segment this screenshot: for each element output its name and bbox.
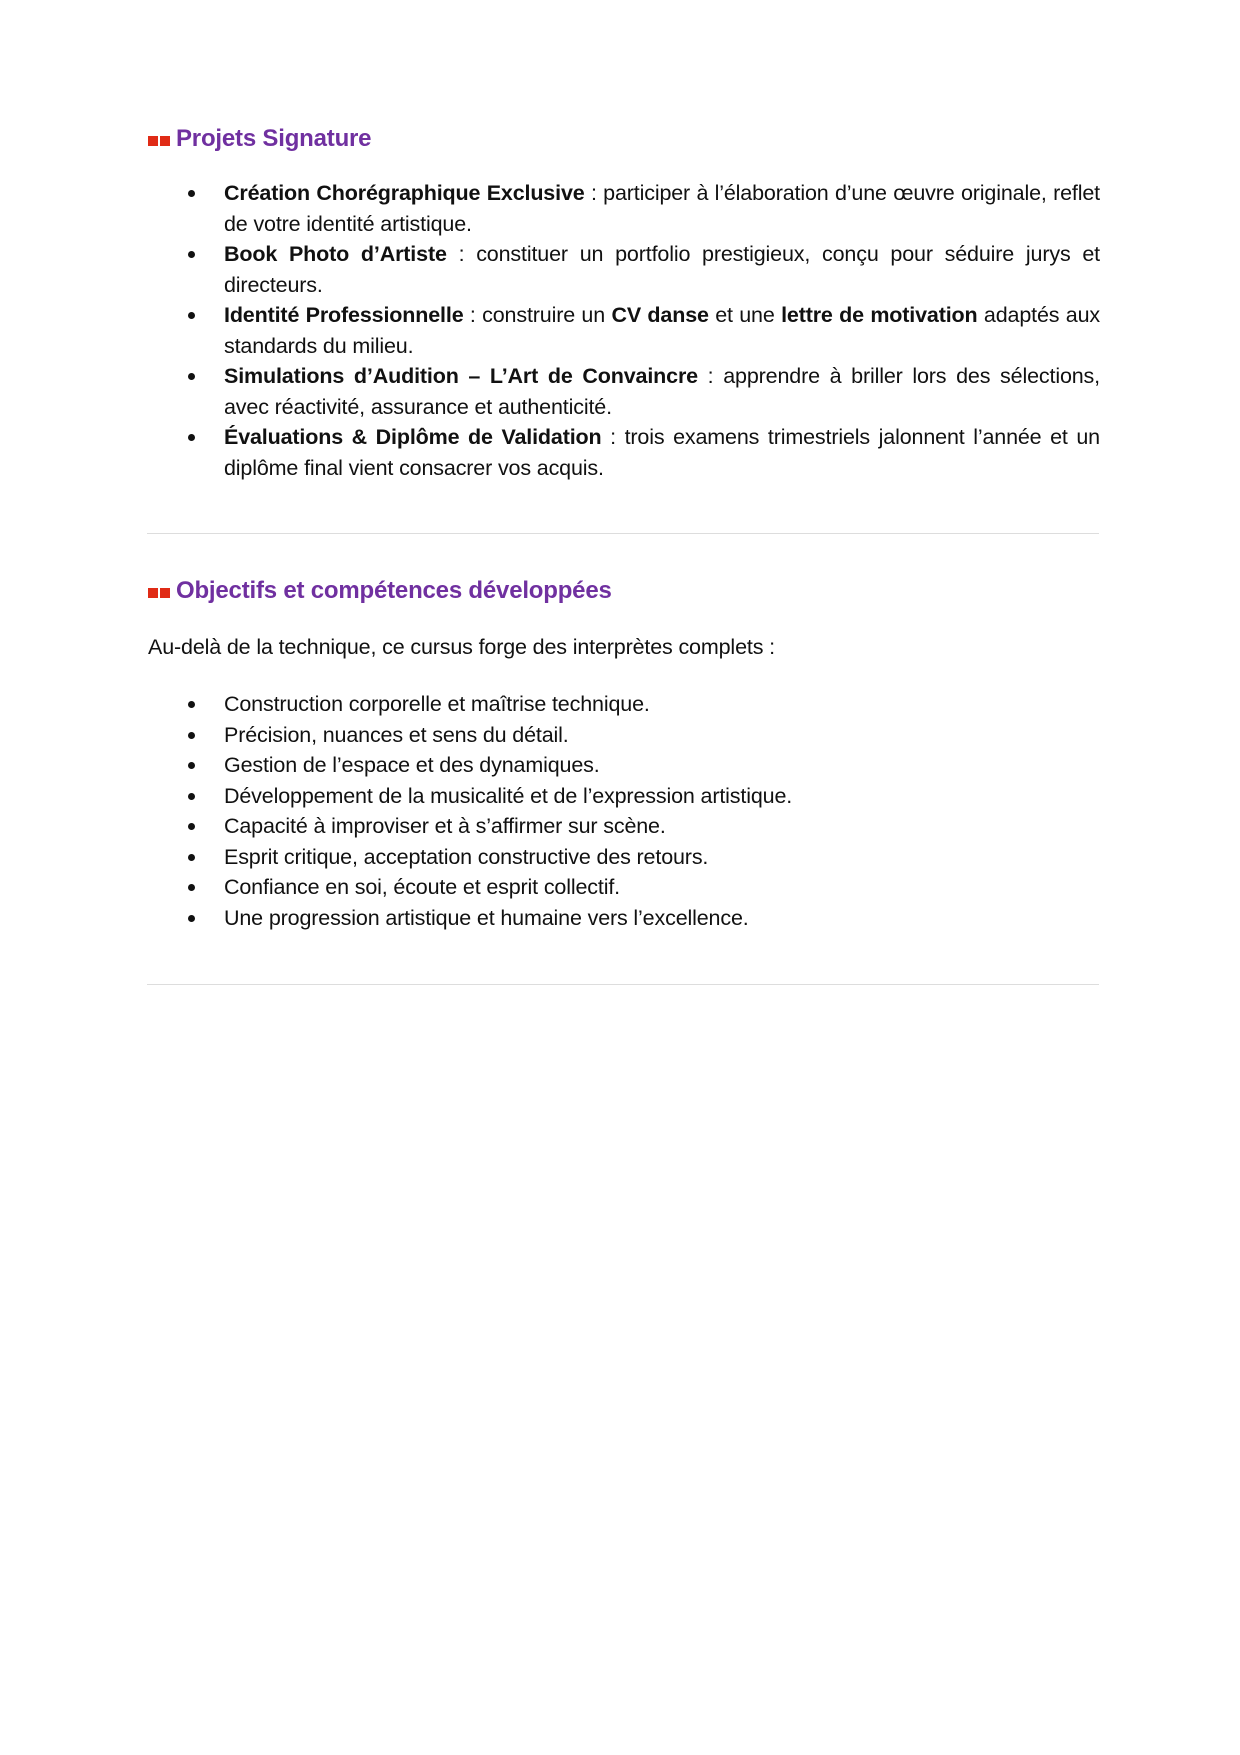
red-squares-icon (148, 588, 170, 598)
item-text: : constituer un portfolio prestigieux, conçu pour séduire jurys et directeurs. (224, 242, 1100, 297)
item-label: Simulations d’Audition – L’Art de Convaincre (224, 364, 698, 388)
bullet-icon (188, 884, 195, 891)
list-item (148, 903, 1100, 934)
projects-list (148, 178, 1100, 483)
item-text: Développement de la musicalité et de l’expression artistique. (224, 783, 793, 808)
bullet-icon (188, 701, 195, 708)
bullet-icon (188, 732, 195, 739)
bullet-icon (188, 373, 195, 380)
item-label: Création Chorégraphique Exclusive (224, 181, 585, 205)
item-label: Évaluations & Diplôme de Validation (224, 425, 602, 449)
section-objectifs (148, 571, 1100, 933)
square-icon (160, 136, 170, 146)
square-icon (148, 136, 158, 146)
item-text: : construire un (463, 303, 612, 327)
bullet-icon (188, 793, 195, 800)
square-icon (160, 588, 170, 598)
bullet-icon (188, 434, 195, 441)
item-text: : apprendre à briller lors des sélections, avec réactivité, assurance et authenticité. (224, 364, 1100, 419)
red-squares-icon (148, 136, 170, 146)
bullet-icon (188, 251, 195, 258)
item-label: lettre de motivation (781, 303, 978, 327)
list-item (148, 689, 1100, 720)
section-heading-projets (148, 119, 1100, 159)
divider (147, 533, 1099, 534)
item-text: Gestion de l’espace et des dynamiques. (224, 753, 600, 777)
skills-list (148, 689, 1100, 933)
square-icon (148, 588, 158, 598)
bullet-icon (188, 915, 195, 922)
bullet-icon (188, 762, 195, 769)
list-item (148, 720, 1100, 751)
list-item (148, 178, 1100, 239)
bullet-icon (188, 823, 195, 830)
list-item (148, 842, 1100, 873)
list-item (148, 239, 1100, 300)
list-item (148, 361, 1100, 422)
bullet-icon (188, 854, 195, 861)
list-item (148, 422, 1100, 483)
bullet-icon (188, 312, 195, 319)
item-text: Une progression artistique et humaine vers l’excellence. (224, 905, 749, 930)
item-text: Capacité à improviser et à s’affirmer sur scène. (224, 814, 666, 838)
item-label: Book Photo d’Artiste (224, 242, 447, 266)
list-item (148, 781, 1100, 812)
item-text: Construction corporelle et maîtrise technique. (224, 692, 650, 716)
item-text: et une (708, 303, 782, 327)
section-projets-signature (148, 119, 1100, 483)
divider (147, 984, 1099, 985)
section-heading-objectifs (148, 571, 1100, 611)
bullet-icon (188, 190, 195, 197)
item-text: Précision, nuances et sens du détail. (224, 722, 569, 747)
section-title: Objectifs et compétences développées (176, 577, 612, 604)
list-item (148, 750, 1100, 781)
item-label: Identité Professionnelle (224, 303, 464, 327)
item-text: Esprit critique, acceptation constructive des retours. (224, 844, 709, 869)
item-label: CV danse (611, 303, 709, 327)
item-text: Confiance en soi, écoute et esprit collectif. (224, 875, 620, 899)
item-text: adaptés aux standards du milieu. (224, 303, 1101, 358)
item-text: : trois examens trimestriels jalonnent l’année et un diplôme final vient consacrer vos acquis. (224, 425, 1100, 480)
list-item (148, 300, 1100, 361)
intro-paragraph: Au-delà de la technique, ce cursus forge des interprètes complets : (148, 635, 775, 659)
list-item (148, 872, 1100, 903)
list-item (148, 811, 1100, 842)
item-text: : participer à l’élaboration d’une œuvre originale, reflet de votre identité artistique. (224, 181, 1100, 236)
section-title: Projets Signature (176, 125, 372, 152)
